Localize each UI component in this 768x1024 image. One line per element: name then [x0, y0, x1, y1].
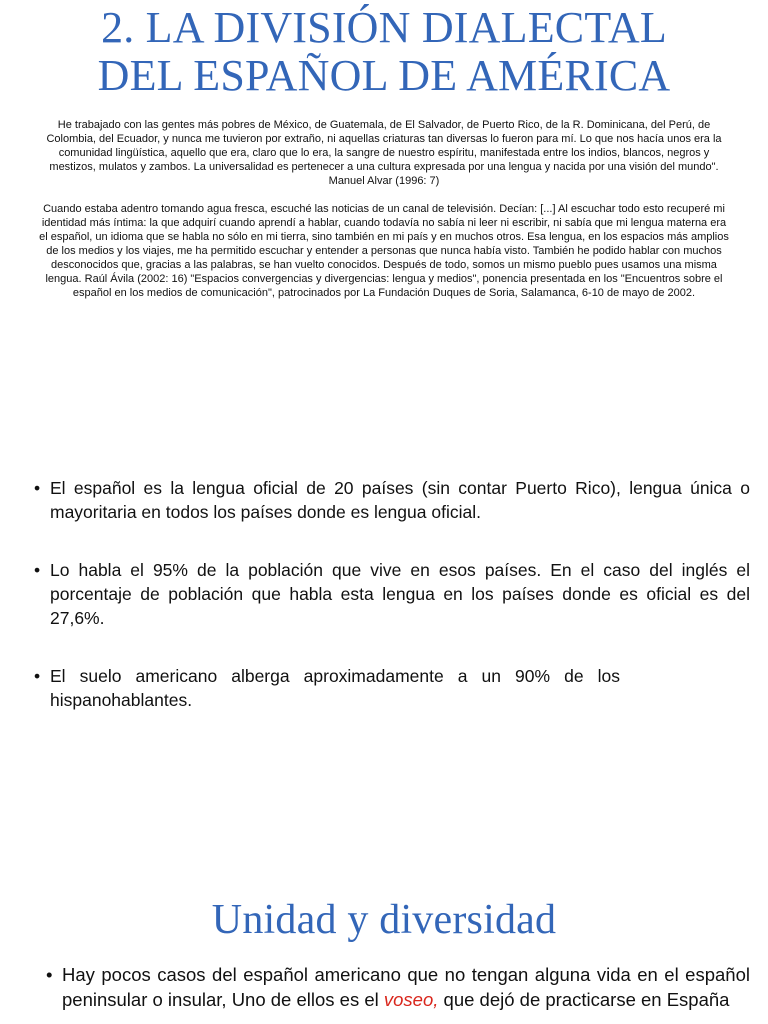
title-line-1: 2. LA DIVISIÓN DIALECTAL — [101, 3, 667, 52]
bullet-mark: • — [34, 478, 41, 498]
bullet-text-before: Hay pocos casos del español americano que no tengan alguna vida en el español peninsular o insular, Uno de ellos es el — [62, 964, 750, 1010]
bullet-mark: • — [46, 964, 53, 985]
bullet-text: El español es la lengua oficial de 20 países (sin contar Puerto Rico), lengua única o mayoritaria en todos los países donde es lengua oficial. — [50, 478, 750, 522]
quote-raul-avila: Cuando estaba adentro tomando agua fresca, escuché las noticias de un canal de televisión. Decían: [...] Al escuchar todo esto recuperé mi identidad más íntima: la que adquirí cuando aprendí a hablar, cuando todavía no sabía ni leer ni escribir, ni sabía que mi lengua materna era el español, un idioma que se habla no sólo en mi tierra, sino también en mi país y en muchos otros. Esa lengua, en los espacios más amplios de los medios y los viajes, me ha permitido escuchar y entender a personas que nunca había visto. También he podido hablar con muchos desconocidos que, gracias a las palabras, se han vuelto conocidos. Después de todo, somos un mismo pueblo pues usamos una misma lengua. Raúl Ávila (2002: 16) "Espacios convergencias y divergencias: lengua y medios", ponencia presentada en los "Encuentros sobre el español en los medios de comunicación", patrocinados por La Fundación Duques de Soria, Salamanca, 6-10 de mayo de 2002. — [39, 203, 729, 299]
slide-title — [0, 0, 768, 100]
list-item — [34, 476, 750, 524]
bullet-text-after: que dejó de practicarse en España — [438, 989, 730, 1010]
slide-dialect-division — [0, 0, 768, 440]
list-item — [34, 664, 750, 712]
bullet-text: El suelo americano alberga aproximadamente a un 90% de los hispanohablantes. — [50, 666, 620, 710]
quote-manuel-alvar: He trabajado con las gentes más pobres de México, de Guatemala, de El Salvador, de Puerto Rico, de la R. Dominicana, del Perú, de Colombia, del Ecuador, y nunca me tuvieron por extraño, ni aquellas criaturas tan diversas lo fueron para mí. Lo que nos hacía unos era la comunidad lingüística, aquello que era, claro que lo era, la sangre de nuestro espíritu, manifestada entre los indios, blancos, negros y mestizos, mulatos y zambos. La universalidad es pertenecer a una cultura expresada por una lengua y nacida por una visión del mundo". Manuel Alvar (1996: 7) — [46, 119, 722, 187]
slide-title: Unidad y diversidad — [211, 897, 557, 943]
slide-spanish-statistics — [0, 450, 768, 870]
bullet-list — [0, 476, 750, 712]
bullet-mark: • — [34, 666, 41, 686]
voseo-emphasis: voseo, — [383, 989, 439, 1010]
list-item — [34, 558, 750, 630]
bullet-mark: • — [34, 560, 41, 580]
slide-unity-diversity — [0, 880, 768, 1024]
list-item — [46, 962, 750, 1012]
bullet-list — [0, 962, 750, 1012]
title-line-2: DEL ESPAÑOL DE AMÉRICA — [97, 51, 671, 100]
bullet-text: Lo habla el 95% de la población que vive en esos países. En el caso del inglés el porcentaje de población que habla esta lengua en los países donde es oficial es del 27,6%. — [50, 560, 750, 628]
